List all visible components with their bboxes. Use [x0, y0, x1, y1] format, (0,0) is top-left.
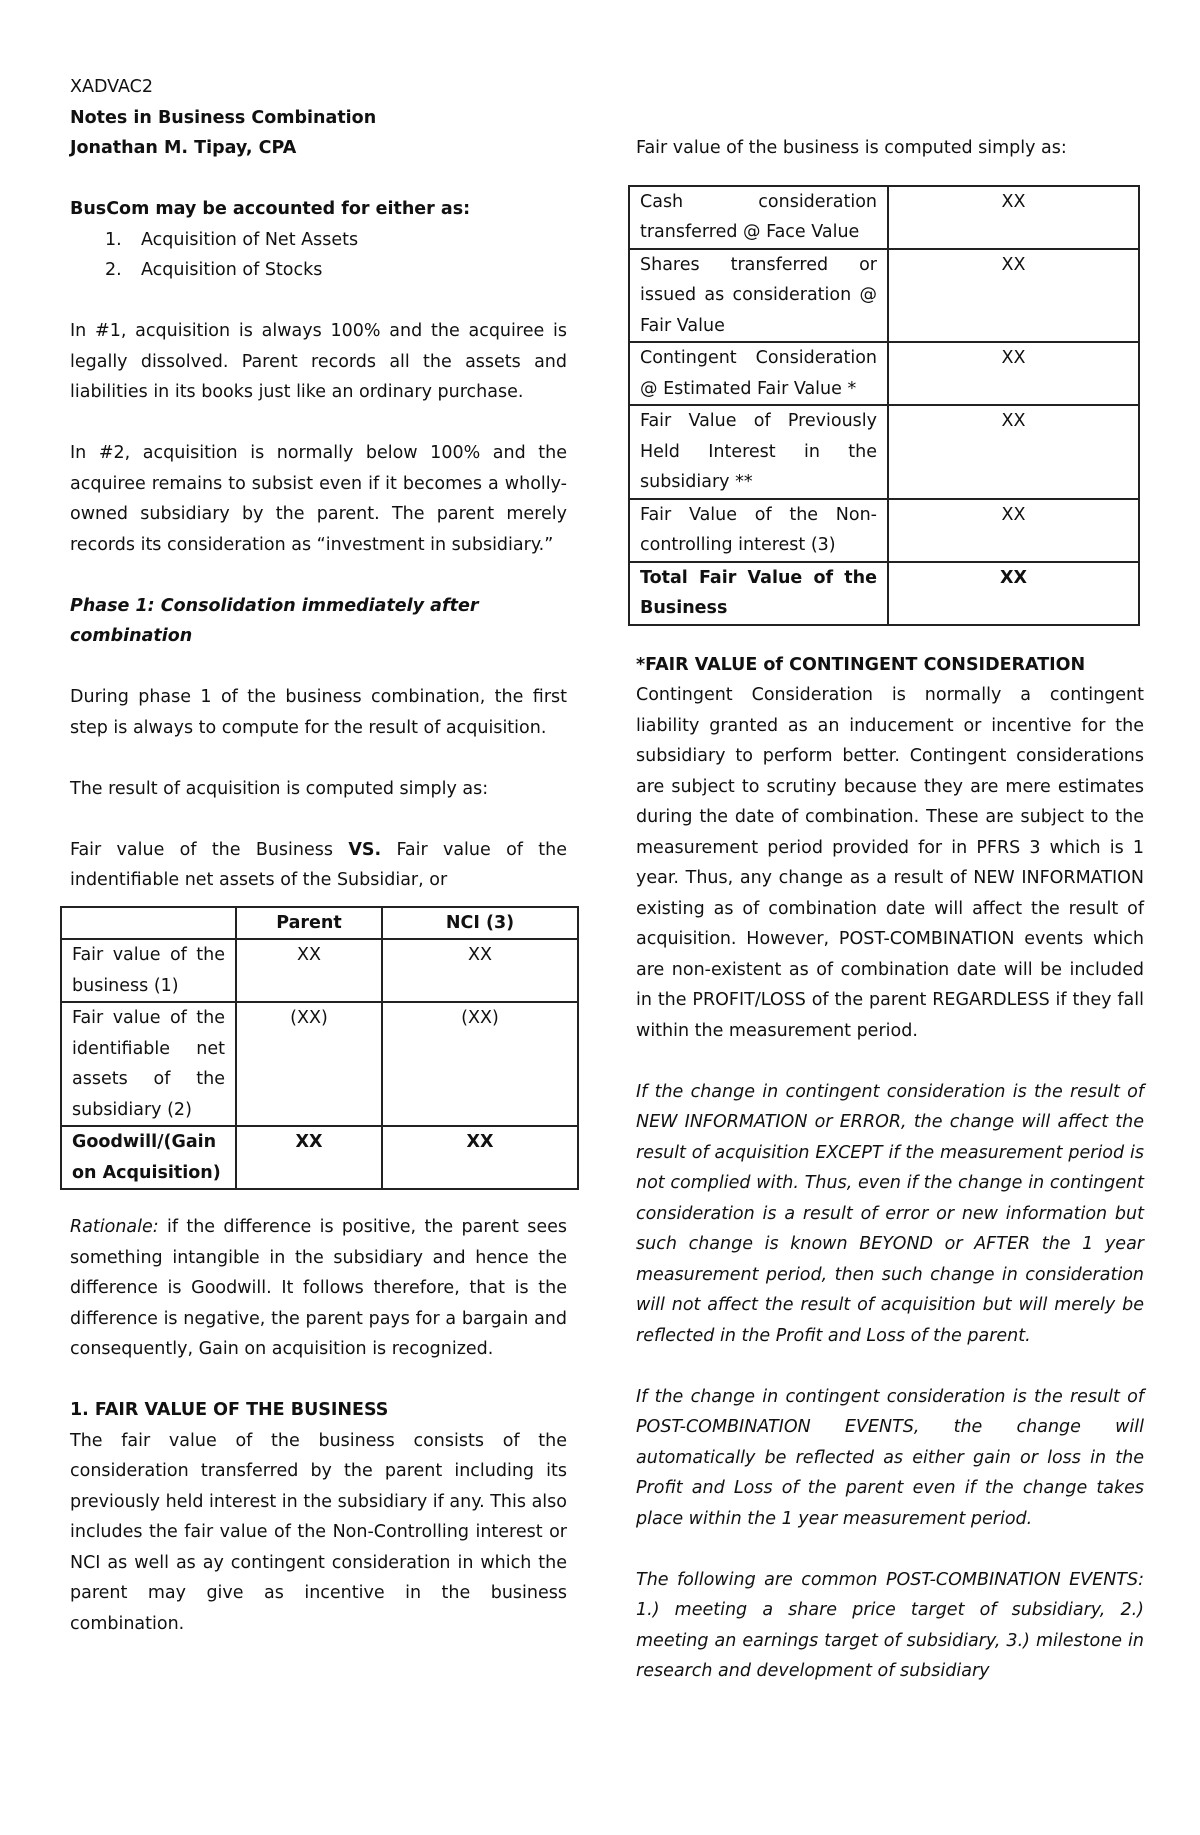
table-cell-nci: (XX): [382, 1002, 578, 1126]
fair-value-table: [628, 185, 1140, 626]
table-cell-value: XX: [888, 249, 1139, 343]
paragraph-result-intro: The result of acquisition is computed simply as:: [70, 778, 489, 799]
table-cell-value: XX: [888, 342, 1139, 405]
table-row: [629, 562, 1139, 625]
goodwill-table: [60, 906, 579, 1191]
phase1-heading: Phase 1: Consolidation immediately after combination: [70, 595, 479, 646]
table-cell-label: Fair value of the identifiable net assets of the subsidiary (2): [61, 1002, 236, 1126]
table-row: [629, 499, 1139, 562]
table-header-cell: [61, 907, 236, 940]
new-information-paragraph: If the change in contingent consideration is the result of NEW INFORMATION or ERROR, the change will affect the result of acquisition EXCEPT if the measurement period is not complied with. Thus, even if the change in contingent consideration is a result of error or new information but such change is known BEYOND or AFTER the 1 year measurement period, then such change in consideration will not affect the result of acquisition but will merely be reflected in the Profit and Loss of the parent.: [636, 1081, 1144, 1346]
section1-heading: 1. FAIR VALUE OF THE BUSINESS: [70, 1400, 389, 1420]
table-row: [629, 405, 1139, 499]
author-name: Jonathan M. Tipay, CPA: [70, 138, 297, 158]
table-cell-value: XX: [888, 499, 1139, 562]
table-header-cell: NCI (3): [382, 907, 578, 940]
fv-business-intro: Fair value of the business is computed simply as:: [636, 138, 1067, 158]
document-title: Notes in Business Combination: [70, 107, 377, 128]
table-cell-nci: XX: [382, 939, 578, 1002]
rationale-paragraph: Rationale: if the difference is positive, the parent sees something intangible in the subsidiary and hence the difference is Goodwill. It follows therefore, that is the difference is negative, the parent pays for a bargain and consequently, Gain on acquisition is recognized.: [70, 1217, 567, 1359]
post-combination-paragraph: If the change in contingent consideration is the result of POST-COMBINATION EVENTS, the change will automatically be reflected as either gain or loss in the Profit and Loss of the parent even if the change takes place within the 1 year measurement period.: [636, 1386, 1144, 1529]
table-header-cell: Parent: [236, 907, 382, 940]
table-cell-value: XX: [888, 405, 1139, 499]
section1-paragraph: The fair value of the business consists of the consideration transferred by the parent including its previously held interest in the subsidiary if any. This also includes the fair value of the Non-Controlling interest or NCI as well as ay contingent consideration in which the parent may give as incentive in the business combination.: [70, 1430, 567, 1634]
course-code: XADVAC2: [70, 77, 153, 97]
post-combination-events-paragraph: The following are common POST-COMBINATION EVENTS: 1.) meeting a share price target of subsidiary, 2.) meeting an earnings target of subsidiary, 3.) milestone in research and development of subsidiary: [636, 1569, 1144, 1681]
list-item: 2. Acquisition of Stocks: [105, 260, 323, 280]
contingent-paragraph: Contingent Consideration is normally a contingent liability granted as an inducement or incentive for the subsidiary to perform better. Contingent considerations are subject to scrutiny because they are mere estimates during the date of combination. These are subject to the measurement period provided for in PFRS 3 which is 1 year. Thus, any change as a result of NEW INFORMATION existing as of combination date will affect the result of acquisition. However, POST-COMBINATION events which are non-existent as of combination date will be included in the PROFIT/LOSS of the parent REGARDLESS if they fall within the measurement period.: [636, 685, 1144, 1041]
table-cell-parent: XX: [236, 939, 382, 1002]
table-cell-label: Goodwill/(Gain on Acquisition): [61, 1126, 236, 1189]
table-cell-label: Contingent Consideration @ Estimated Fair Value *: [629, 342, 888, 405]
table-cell-label: Cash consideration transferred @ Face Value: [629, 186, 888, 249]
list-item: 1. Acquisition of Net Assets: [105, 229, 359, 250]
buscom-heading: BusCom may be accounted for either as:: [70, 199, 471, 219]
table-cell-label: Fair value of the business (1): [61, 939, 236, 1002]
table-cell-label: Shares transferred or issued as consideration @ Fair Value: [629, 249, 888, 343]
paragraph-net-assets: In #1, acquisition is always 100% and the acquiree is legally dissolved. Parent records all the assets and liabilities in its books just like an ordinary purchase.: [70, 321, 567, 402]
table-cell-nci: XX: [382, 1126, 578, 1189]
table-cell-label: Fair Value of the Non-controlling interest (3): [629, 499, 888, 562]
table-row: [61, 939, 578, 1002]
table-row: [629, 249, 1139, 343]
table-cell-label: Fair Value of Previously Held Interest in the subsidiary **: [629, 405, 888, 499]
left-column: [70, 72, 567, 1639]
table-row: [61, 1126, 578, 1189]
table-cell-parent: (XX): [236, 1002, 382, 1126]
table-cell-value: XX: [888, 562, 1139, 625]
table-cell-parent: XX: [236, 1126, 382, 1189]
table-cell-label: Total Fair Value of the Business: [629, 562, 888, 625]
accounting-options-list: [70, 225, 567, 286]
table-row: [61, 1002, 578, 1126]
table-row: [629, 186, 1139, 249]
table-row: [629, 342, 1139, 405]
contingent-heading: *FAIR VALUE of CONTINGENT CONSIDERATION: [636, 654, 1086, 675]
paragraph-phase1: During phase 1 of the business combination, the first step is always to compute for the result of acquisition.: [70, 687, 567, 738]
table-cell-value: XX: [888, 186, 1139, 249]
right-column: [636, 72, 1144, 1687]
paragraph-stocks: In #2, acquisition is normally below 100% and the acquiree remains to subsist even if it becomes a wholly-owned subsidiary by the parent. The parent merely records its consideration as “investment in subsidiary.”: [70, 443, 567, 555]
formula-text: Fair value of the Business VS. Fair value of the indentifiable net assets of the Subsidiar, or: [70, 839, 567, 890]
table-header-row: [61, 907, 578, 940]
